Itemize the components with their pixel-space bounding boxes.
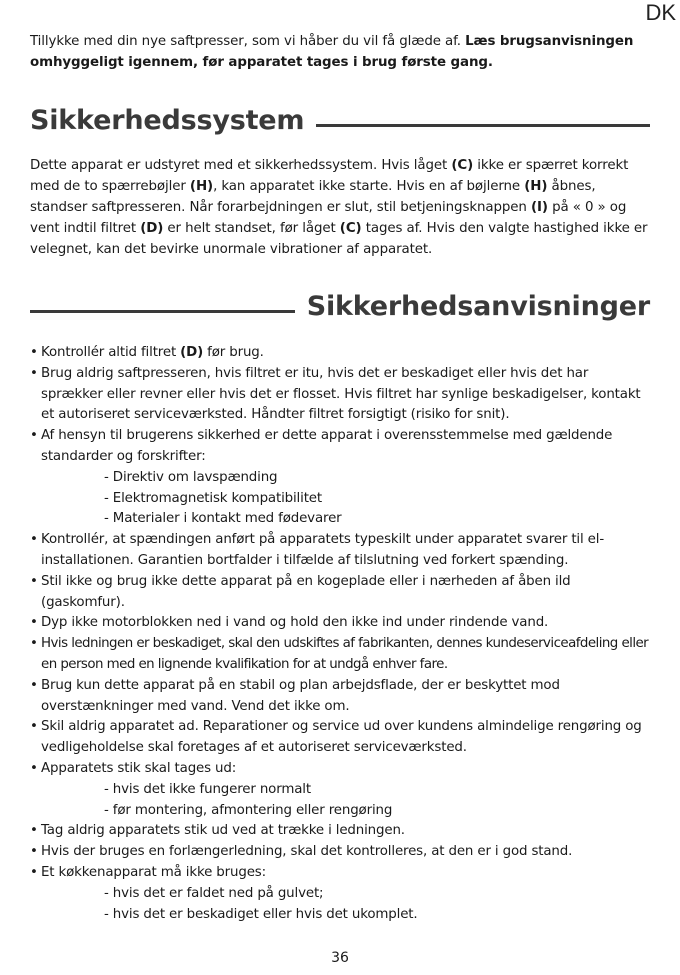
intro-bold-text: Læs brugsanvisningen omhyggeligt igennem, før apparatet tages i brug første gang. xyxy=(30,34,634,70)
sub-item: - før montering, afmontering eller rengøring xyxy=(104,802,393,818)
paragraph-text: tages af. Hvis den valgte hastighed ikke er velegnet, kan det bevirke unormale vibrationer af apparatet. xyxy=(30,221,648,257)
item-text: før brug. xyxy=(203,345,264,360)
paragraph-text: på « 0 » og vent indtil filtret xyxy=(30,200,627,236)
safety-instructions-heading: Sikkerhedsanvisninger xyxy=(306,290,650,322)
part-reference: (D) xyxy=(140,221,164,236)
sub-item: - hvis det er beskadiget eller hvis det ukomplet. xyxy=(104,906,418,922)
list-item xyxy=(30,821,652,842)
list-item xyxy=(30,676,652,718)
list-item xyxy=(30,717,652,759)
bullet: • xyxy=(30,615,38,631)
item-text: Kontrollér altid filtret xyxy=(41,345,181,360)
paragraph-text: åbnes, standser saftpresseren. Når forarbejdningen er slut, stil betjeningsknappen xyxy=(30,179,596,215)
list-item xyxy=(30,343,652,364)
bullet: • xyxy=(30,760,38,776)
bullet: • xyxy=(30,636,38,652)
part-reference: (H) xyxy=(524,179,548,194)
bullet: • xyxy=(30,345,38,360)
paragraph-text: Dette apparat er udstyret med et sikkerhedssystem. Hvis låget xyxy=(30,158,452,173)
item-text: Dyp ikke motorblokken ned i vand og hold den ikke ind under rindende vand. xyxy=(41,615,549,631)
item-text: Et køkkenapparat må ikke bruges: xyxy=(41,864,266,880)
item-text: Hvis der bruges en forlængerledning, skal det kontrolleres, at den er i god stand. xyxy=(41,844,573,860)
bullet: • xyxy=(30,573,38,589)
heading-rule xyxy=(30,310,295,313)
list-item xyxy=(30,364,652,426)
item-text: Hvis ledningen er beskadiget, skal den udskiftes af fabrikanten, dennes kundeserviceafdeling eller en person med en lignende kvalifikation for at undgå enhver fare. xyxy=(41,636,649,672)
item-text: Tag aldrig apparatets stik ud ved at trække i ledningen. xyxy=(41,823,405,839)
sub-item: - Elektromagnetisk kompatibilitet xyxy=(104,490,322,506)
paragraph-text: ikke er spærret korrekt med de to spærrebøjler xyxy=(30,158,629,194)
intro-paragraph xyxy=(30,31,650,73)
part-reference: (H) xyxy=(189,179,214,194)
paragraph-text: , kan apparatet ikke starte. Hvis en af bøjlerne xyxy=(213,179,525,194)
bullet: • xyxy=(30,428,38,444)
sub-item: - Direktiv om lavspænding xyxy=(104,469,278,485)
bullet: • xyxy=(30,864,38,880)
item-text: Skil aldrig apparatet ad. Reparationer og service ud over kundens almindelige rengøring og vedligeholdelse skal foretages af et autoriseret serviceværksted. xyxy=(41,719,642,756)
item-text: Stil ikke og brug ikke dette apparat på en kogeplade eller i nærheden af åben ild (gaskomfur). xyxy=(41,573,571,610)
bullet: • xyxy=(30,532,38,548)
part-reference: (C) xyxy=(451,158,474,173)
item-text: Brug kun dette apparat på en stabil og plan arbejdsflade, der er beskyttet mod overstænkninger med vand. Vend det ikke om. xyxy=(41,677,560,714)
sub-item: - Materialer i kontakt med fødevarer xyxy=(104,511,342,527)
part-reference: (C) xyxy=(339,221,362,236)
bullet: • xyxy=(30,823,38,839)
heading-rule xyxy=(316,124,650,127)
language-tag: DK xyxy=(645,0,676,25)
paragraph-text: er helt standset, før låget xyxy=(163,221,340,236)
list-item xyxy=(30,842,652,863)
list-item xyxy=(30,863,652,884)
bullet: • xyxy=(30,844,38,860)
part-reference: (I) xyxy=(530,200,548,215)
intro-text: Tillykke med din nye saftpresser, som vi håber du vil få glæde af. xyxy=(30,34,466,49)
item-text: Apparatets stik skal tages ud: xyxy=(41,760,237,776)
list-item xyxy=(30,613,652,634)
safety-system-heading: Sikkerhedssystem xyxy=(30,104,305,136)
item-text: Kontrollér, at spændingen anført på apparatets typeskilt under apparatet svarer til el-installationen. Garantien bortfalder i tilfælde af tilslutning ved forkert spænding. xyxy=(41,532,605,568)
bullet: • xyxy=(30,719,38,735)
list-item xyxy=(30,530,652,572)
list-item xyxy=(30,572,652,614)
safety-instructions-list xyxy=(30,343,652,925)
list-item xyxy=(30,426,652,468)
bullet: • xyxy=(30,365,38,381)
part-reference: (D) xyxy=(180,345,204,360)
item-text: Af hensyn til brugerens sikkerhed er dette apparat i overensstemmelse med gældende standarder og forskrifter: xyxy=(41,428,613,464)
bullet: • xyxy=(30,677,38,693)
page-number: 36 xyxy=(331,950,349,966)
sub-item: - hvis det er faldet ned på gulvet; xyxy=(104,885,324,901)
sub-item: - hvis det ikke fungerer normalt xyxy=(104,781,311,797)
safety-instructions-heading-row xyxy=(30,286,650,326)
list-item xyxy=(30,759,652,780)
item-text: Brug aldrig saftpresseren, hvis filtret er itu, hvis det er beskadiget eller hvis det har sprækker eller revner eller hvis det er flosset. Hvis filtret har synlige beskadigelser, kontakt et autoriseret serviceværksted. Håndter filtret forsigtigt (risiko for snit). xyxy=(41,365,641,423)
safety-system-paragraph xyxy=(30,155,652,260)
safety-system-heading-row xyxy=(30,100,650,140)
list-item xyxy=(30,634,652,676)
